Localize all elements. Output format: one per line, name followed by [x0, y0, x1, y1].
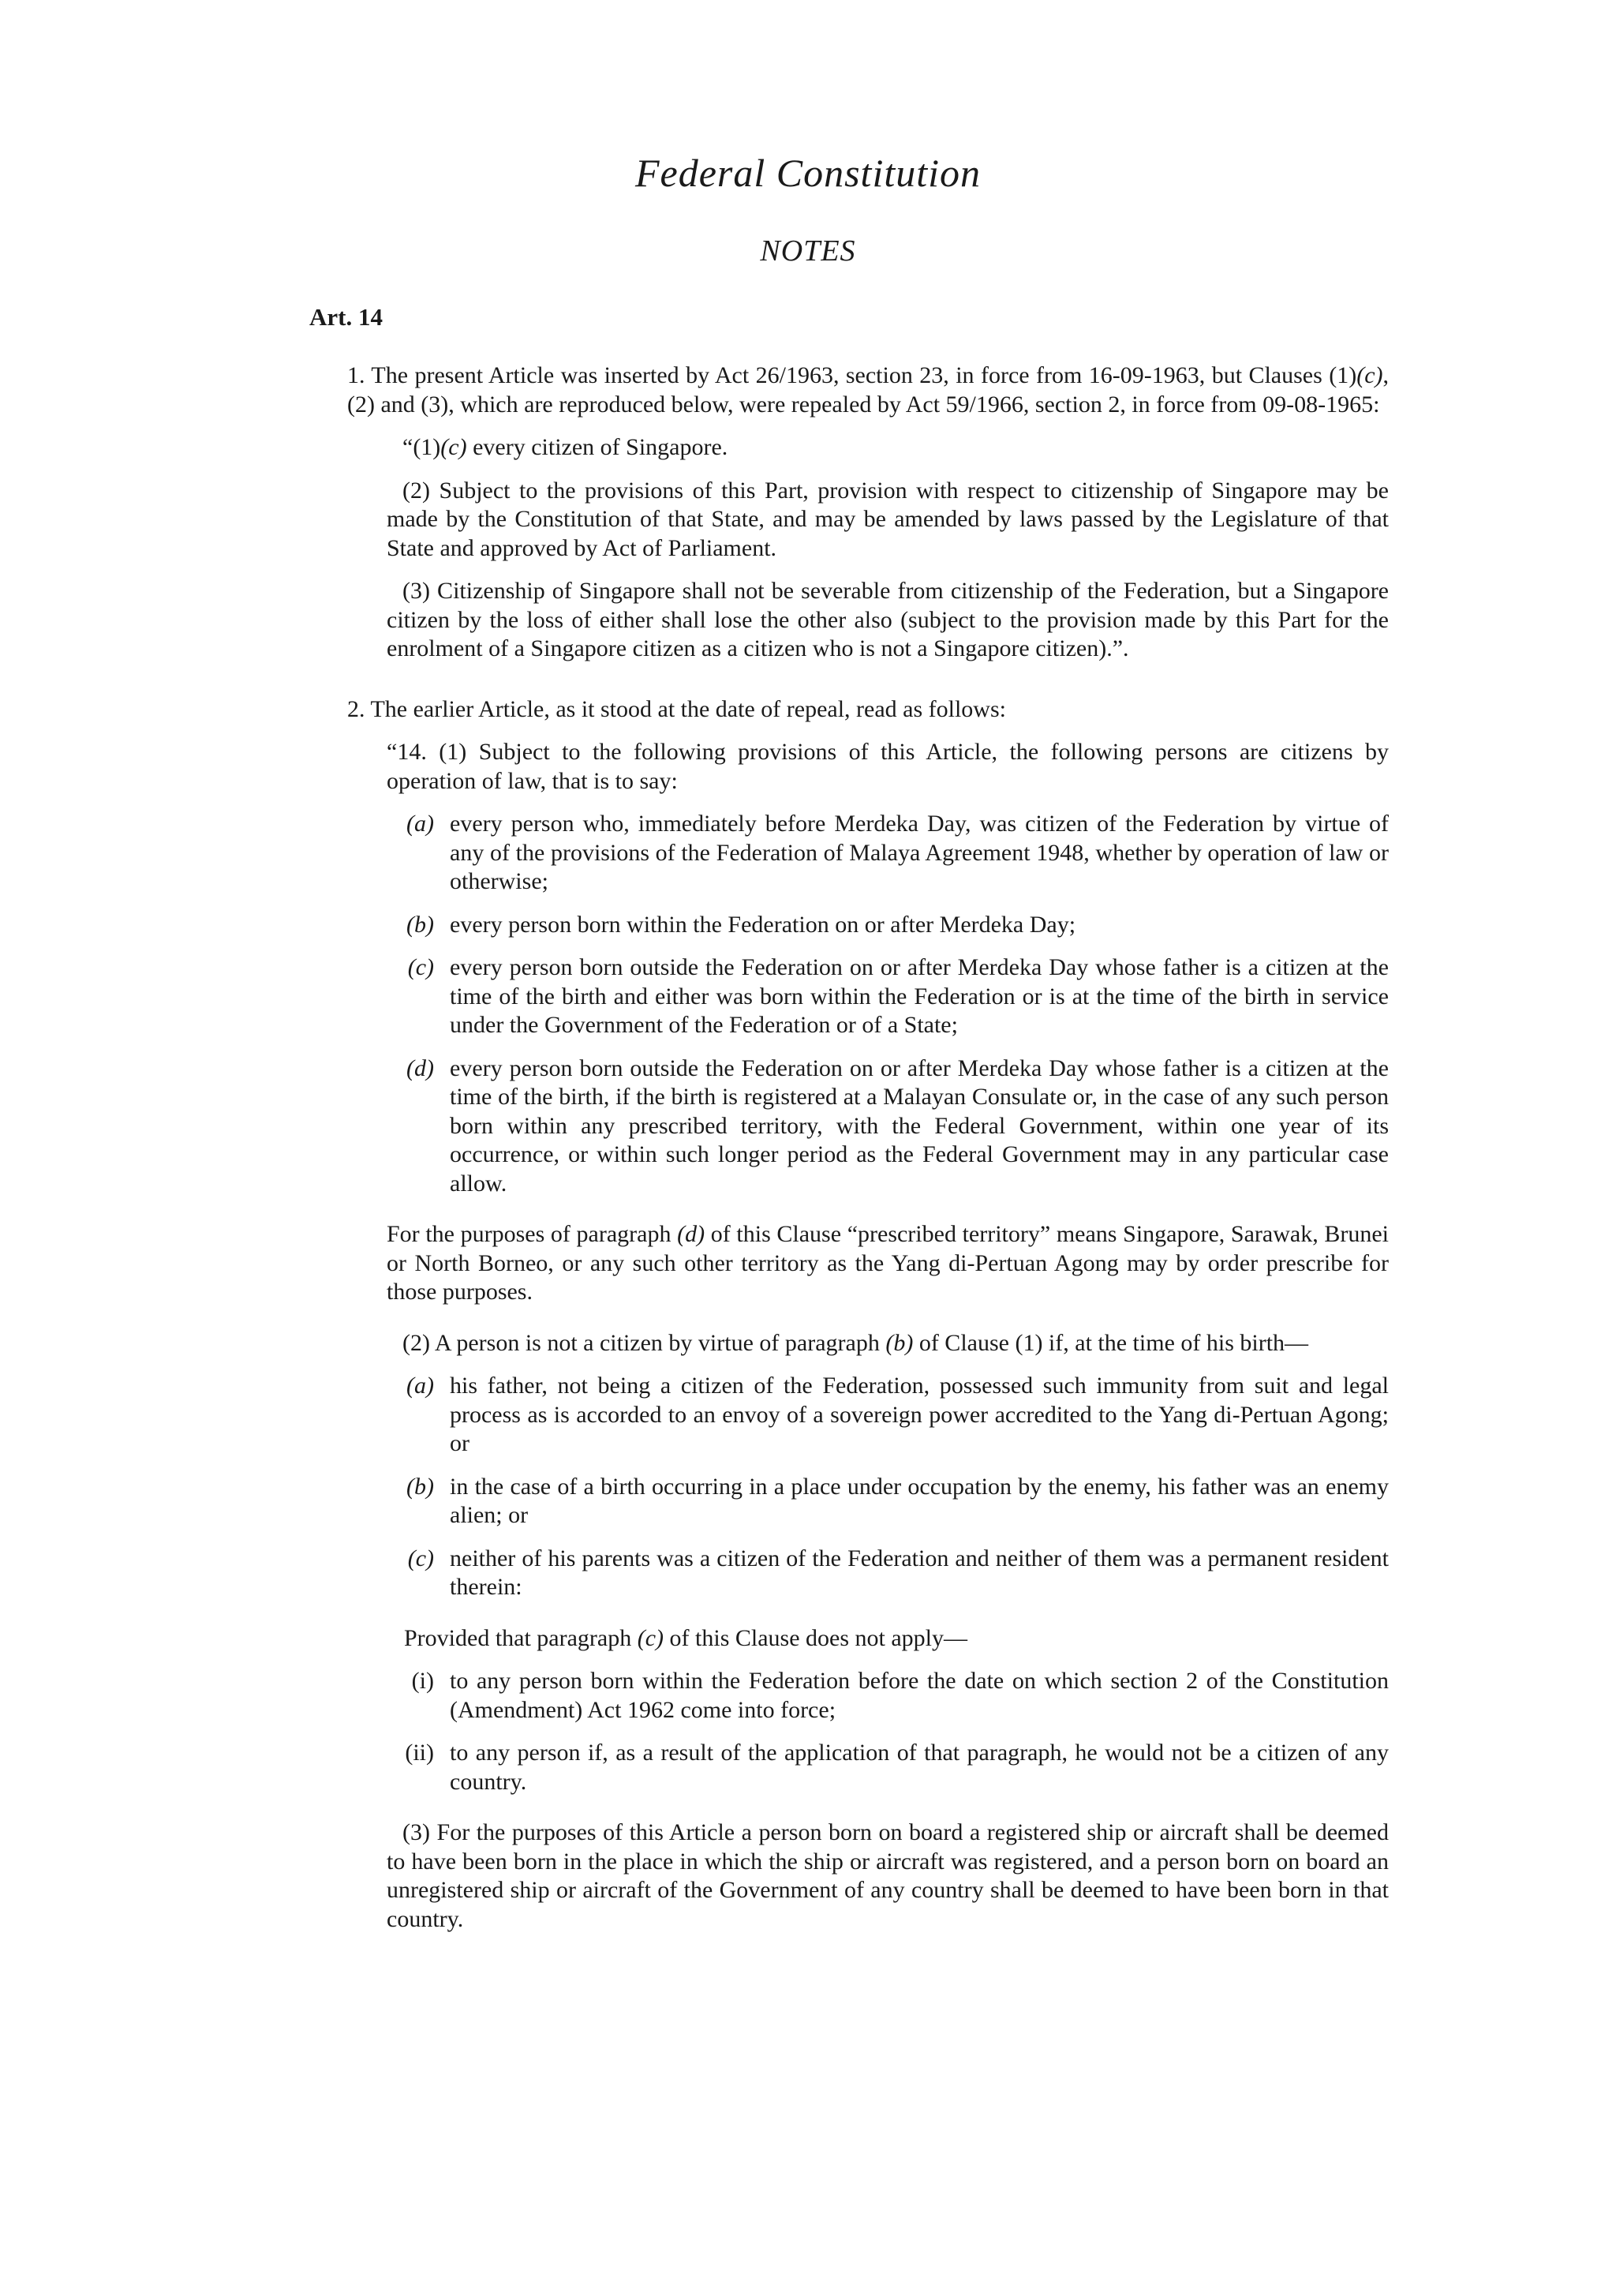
purposes-text-b: of this Clause “prescribed territory” means Singapore, Sarawak, Brunei or North Borneo, or any such other territory as the Yang di-Pertuan Agong may by order prescribe for those purposes.: [387, 1221, 1390, 1305]
note-2-intro: 2. The earlier Article, as it stood at the date of repeal, read as follows:: [347, 695, 1006, 722]
item-text: to any person if, as a result of the application of that paragraph, he would not be a citizen of any country.: [450, 1740, 1389, 1795]
item-text: every person born outside the Federation on or after Merdeka Day whose father is a citizen at the time of the birth and either was born within the Federation or is at the time of the birth in service under the Government of the Federation or of a State;: [450, 954, 1389, 1038]
clause-3-paragraph: (3) For the purposes of this Article a person born on board a registered ship or aircraft shall be deemed to have been born in the place in which the ship or aircraft was registered, and a person born on board an unregistered ship or aircraft of the Government of any country shall be deemed to have been born in that country.: [387, 1819, 1389, 1932]
clause-1-item-b: [387, 911, 1389, 940]
note-1-paragraph: [347, 361, 1389, 419]
proviso-text-a: Provided that paragraph: [404, 1624, 638, 1651]
item-text: to any person born within the Federation before the date on which section 2 of the Constitution (Amendment) Act 1962 come into force;: [450, 1668, 1389, 1723]
item-label: (b): [406, 911, 434, 938]
clause-1-item-d: [387, 1054, 1389, 1199]
item-label: (b): [406, 1473, 434, 1500]
clause-2-item-a: [387, 1372, 1389, 1459]
purposes-text-a: For the purposes of paragraph: [387, 1221, 678, 1247]
quote-1-text: every citizen of Singapore.: [466, 434, 728, 460]
clause-2-intro: [387, 1329, 1389, 1358]
article-label: Art. 14: [309, 303, 383, 331]
clause-1-item-c: [387, 953, 1389, 1040]
clause-2-text-b: of Clause (1) if, at the time of his birth—: [913, 1329, 1309, 1356]
item-text: every person born outside the Federation on or after Merdeka Day whose father is a citizen at the time of the birth, if the birth is registered at a Malayan Consulate or, in the case of any such person born within any prescribed territory, with the Federal Government, within one year of its occurrence, or within such longer period as the Federal Government may in any particular case allow.: [450, 1054, 1389, 1197]
clause-2-item-b: [387, 1473, 1389, 1530]
quote-1-prefix: “(1): [402, 434, 441, 460]
clause-1-intro: “14. (1) Subject to the following provisions of this Article, the following persons are citizens by operation of law, that is to say:: [387, 739, 1389, 794]
proviso-italic: (c): [637, 1624, 664, 1651]
item-label: (c): [407, 954, 434, 980]
prescribed-territory-paragraph: [387, 1220, 1389, 1307]
item-label: (d): [406, 1054, 434, 1081]
proviso-text-b: of this Clause does not apply—: [664, 1624, 968, 1651]
item-label: (a): [406, 811, 434, 837]
item-text: in the case of a birth occurring in a place under occupation by the enemy, his father was an enemy alien; or: [450, 1473, 1389, 1528]
item-label: (ii): [405, 1740, 434, 1766]
item-text: every person who, immediately before Merdeka Day, was citizen of the Federation by virtue of any of the provisions of the Federation of Malaya Agreement 1948, whether by operation of law or otherwise;: [450, 811, 1389, 894]
item-text: neither of his parents was a citizen of the Federation and neither of them was a permanent resident therein:: [450, 1545, 1389, 1600]
note-1-text-a: 1. The present Article was inserted by Act 26/1963, section 23, in force from 16-09-1963, but Clauses (1): [347, 362, 1357, 388]
clause-2-text-a: (2) A person is not a citizen by virtue of paragraph: [402, 1329, 886, 1356]
quote-clause-1c: [387, 433, 1389, 463]
item-text: every person born within the Federation on or after Merdeka Day;: [450, 911, 1076, 938]
proviso-item-i: [387, 1667, 1389, 1725]
quote-clause-3: (3) Citizenship of Singapore shall not be severable from citizenship of the Federation, but a Singapore citizen by the loss of either shall lose the other also (subject to the provision made by this Part for the enrolment of a Singapore citizen as a citizen who is not a Singapore citizen).”.: [387, 578, 1389, 661]
item-label: (a): [406, 1373, 434, 1399]
document-title: Federal Constitution: [634, 151, 982, 195]
clause-2-italic: (b): [885, 1329, 914, 1356]
item-label: (c): [407, 1545, 434, 1571]
quote-1-italic: (c): [440, 434, 467, 460]
notes-heading: NOTES: [760, 234, 856, 268]
proviso-item-ii: [387, 1739, 1389, 1796]
clause-2-item-c: [387, 1545, 1389, 1602]
quote-clause-2: (2) Subject to the provisions of this Part, provision with respect to citizenship of Singapore may be made by the Constitution of that State, and may be amended by laws passed by the Legislature of that State and approved by Act of Parliament.: [387, 477, 1389, 561]
item-text: his father, not being a citizen of the Federation, possessed such immunity from suit and legal process as is accorded to an envoy of a sovereign power accredited to the Yang di-Pertuan Agong; or: [450, 1373, 1389, 1456]
clause-1-item-a: [387, 810, 1389, 897]
purposes-italic: (d): [677, 1221, 705, 1247]
item-label: (i): [411, 1668, 434, 1694]
proviso-intro: [404, 1624, 1389, 1654]
notes-body: [347, 361, 1389, 1934]
note-1-italic-ref: (c): [1356, 362, 1383, 388]
note-1-text-b: , (2) and (3), which are reproduced below, were repealed by Act 59/1966, section 2, in force from 09-08-1965:: [347, 362, 1389, 418]
